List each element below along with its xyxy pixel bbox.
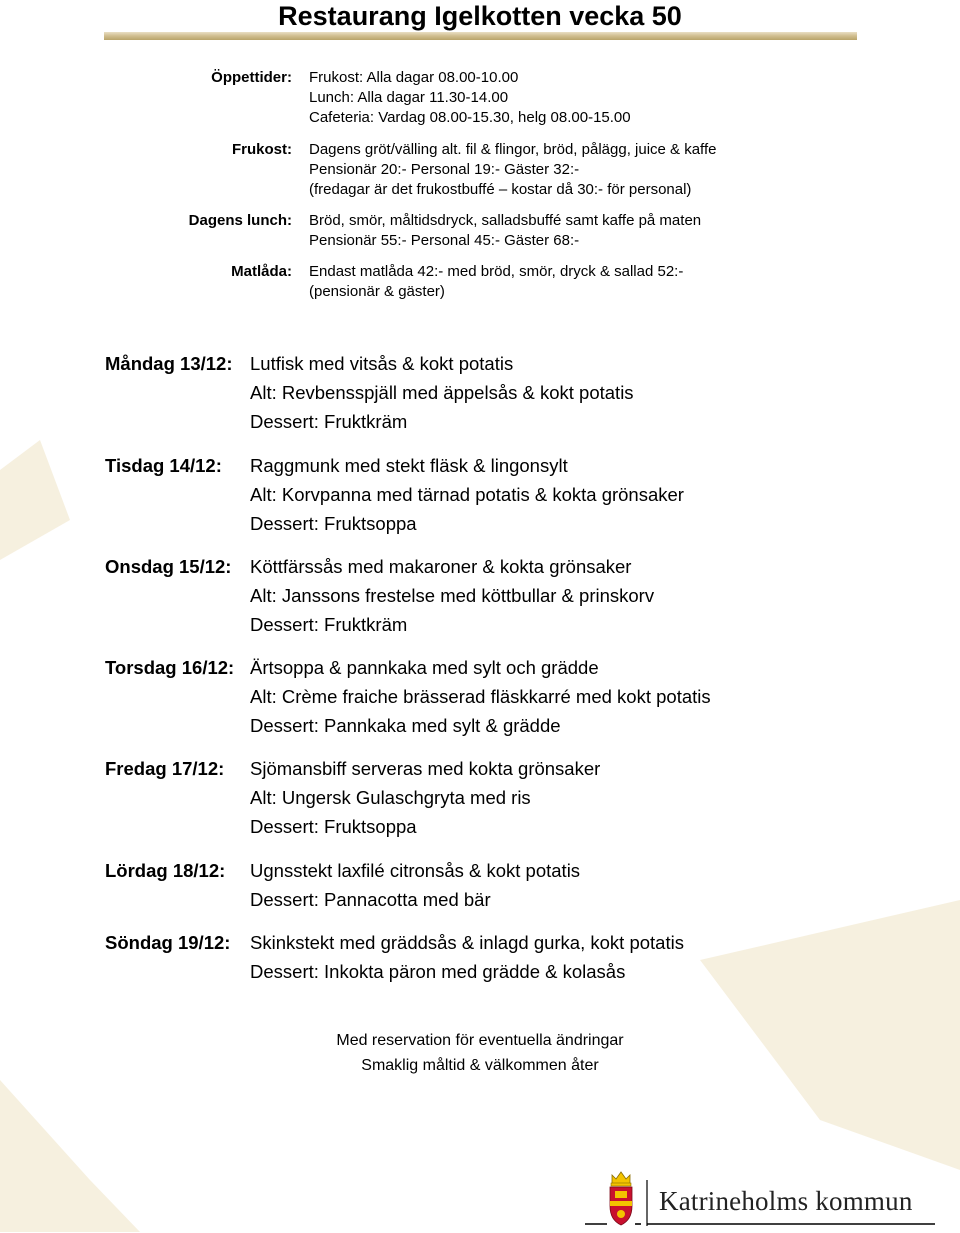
menu-line: Dessert: Pannkaka med sylt & grädde bbox=[250, 715, 561, 736]
info-line: Cafeteria: Vardag 08.00-15.30, helg 08.00-15.00 bbox=[309, 109, 631, 126]
menu-line: Dessert: Fruktkräm bbox=[250, 614, 408, 635]
menu-line: Dessert: Inkokta päron med grädde & kolasås bbox=[250, 961, 626, 982]
menu-thursday bbox=[250, 653, 711, 740]
page-title: Restaurang Igelkotten vecka 50 bbox=[278, 1, 682, 31]
day-label-wednesday: Onsdag 15/12: bbox=[105, 556, 232, 577]
info-line: Endast matlåda 42:- med bröd, smör, dryck & sallad 52:- bbox=[309, 263, 684, 280]
menu-line: Dessert: Pannacotta med bär bbox=[250, 889, 491, 910]
footer-reservation: Med reservation för eventuella ändringar bbox=[336, 1032, 624, 1049]
menu-line: Raggmunk med stekt fläsk & lingonsylt bbox=[250, 455, 568, 476]
opening-hours-label: Öppettider: bbox=[211, 69, 292, 86]
info-line: (fredagar är det frukostbuffé – kostar då 30:- för personal) bbox=[309, 181, 692, 198]
title-underline-bar bbox=[104, 32, 857, 40]
menu-line: Ugnsstekt laxfilé citronsås & kokt potatis bbox=[250, 860, 581, 881]
info-line: Dagens gröt/välling alt. fil & flingor, bröd, pålägg, juice & kaffe bbox=[309, 141, 717, 158]
info-line: Frukost: Alla dagar 08.00-10.00 bbox=[309, 69, 519, 86]
day-label-thursday: Torsdag 16/12: bbox=[105, 657, 235, 678]
menu-line: Skinkstekt med gräddsås & inlagd gurka, kokt potatis bbox=[250, 932, 684, 953]
menu-line: Alt: Crème fraiche brässerad fläskkarré med kokt potatis bbox=[250, 686, 711, 707]
day-label-friday: Fredag 17/12: bbox=[105, 758, 225, 779]
menu-sunday bbox=[250, 928, 684, 986]
menu-monday bbox=[250, 349, 634, 436]
menu-line: Dessert: Fruktkräm bbox=[250, 411, 408, 432]
menu-friday bbox=[250, 754, 600, 841]
menu-line: Alt: Korvpanna med tärnad potatis & kokta grönsaker bbox=[250, 484, 684, 505]
municipality-logo bbox=[585, 1170, 935, 1228]
footer-greeting: Smaklig måltid & välkommen åter bbox=[361, 1057, 599, 1074]
menu-tuesday bbox=[250, 451, 684, 538]
menu-line: Alt: Janssons frestelse med köttbullar & prinskorv bbox=[250, 585, 655, 606]
breakfast-label: Frukost: bbox=[232, 141, 292, 158]
info-line: Pensionär 55:- Personal 45:- Gäster 68:- bbox=[309, 232, 580, 249]
lunchbox-label: Matlåda: bbox=[231, 263, 292, 280]
day-label-tuesday: Tisdag 14/12: bbox=[105, 455, 222, 476]
municipality-name: Katrineholms kommun bbox=[659, 1186, 913, 1216]
menu-line: Ärtsoppa & pannkaka med sylt och grädde bbox=[250, 657, 599, 678]
day-label-monday: Måndag 13/12: bbox=[105, 353, 233, 374]
menu-wednesday bbox=[250, 552, 654, 639]
info-line: Bröd, smör, måltidsdryck, salladsbuffé samt kaffe på maten bbox=[309, 212, 702, 229]
menu-line: Dessert: Fruktsoppa bbox=[250, 513, 417, 534]
breakfast-text bbox=[309, 140, 716, 200]
info-line: Lunch: Alla dagar 11.30-14.00 bbox=[309, 89, 509, 106]
menu-line: Dessert: Fruktsoppa bbox=[250, 816, 417, 837]
day-label-saturday: Lördag 18/12: bbox=[105, 860, 226, 881]
daily-lunch-label: Dagens lunch: bbox=[188, 212, 292, 229]
menu-line: Alt: Revbensspjäll med äppelsås & kokt potatis bbox=[250, 382, 634, 403]
opening-hours-text bbox=[309, 68, 631, 128]
info-line: Pensionär 20:- Personal 19:- Gäster 32:- bbox=[309, 161, 580, 178]
lunchbox-text bbox=[309, 262, 683, 302]
menu-saturday bbox=[250, 856, 580, 914]
menu-line: Lutfisk med vitsås & kokt potatis bbox=[250, 353, 514, 374]
daily-lunch-text bbox=[309, 211, 701, 251]
day-label-sunday: Söndag 19/12: bbox=[105, 932, 231, 953]
menu-line: Sjömansbiff serveras med kokta grönsaker bbox=[250, 758, 601, 779]
menu-line: Köttfärssås med makaroner & kokta grönsaker bbox=[250, 556, 632, 577]
menu-line: Alt: Ungersk Gulaschgryta med ris bbox=[250, 787, 531, 808]
info-line: (pensionär & gäster) bbox=[309, 283, 445, 300]
